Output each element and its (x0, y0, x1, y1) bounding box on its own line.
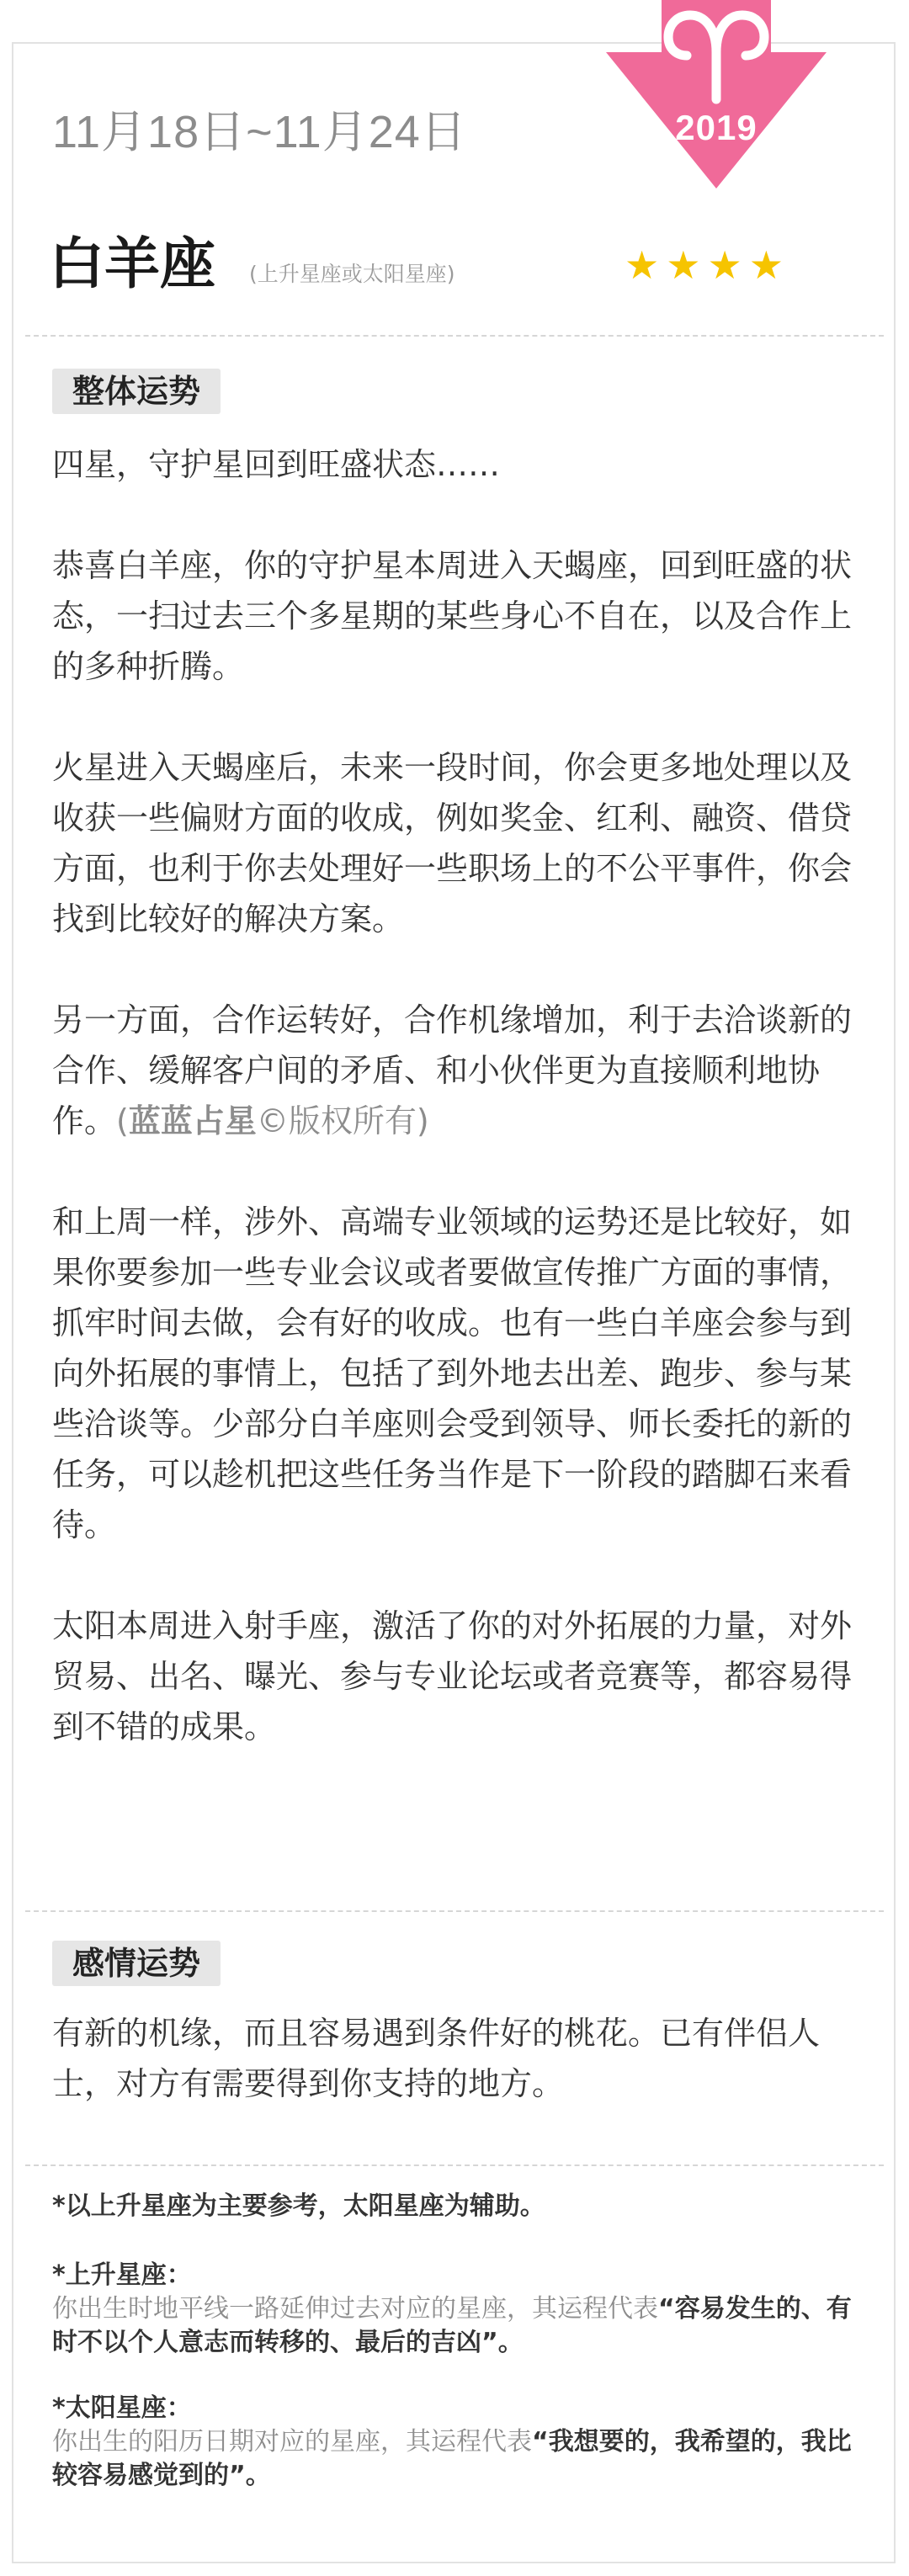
rising-quote: “容易发生的、有时不以个人意志而转移的、最后的吉凶”。 (52, 2294, 852, 2357)
love-tag: 感情运势 (52, 1941, 221, 1986)
overall-paragraph-6: 太阳本周进入射手座，激活了你的对外拓展的力量，对外贸易、出名、曝光、参与专业论坛或者竞赛等，都容易得到不错的成果。 (52, 1607, 853, 1745)
date-range: 11月18日~11月24日 (52, 107, 467, 157)
love-paragraph: 有新的机缘，而且容易遇到条件好的桃花。已有伴侣人士，对方有需要得到你支持的地方。 (52, 2015, 821, 2102)
credit-name: 蓝蓝占星 (128, 1102, 257, 1139)
sun-quote: “我想要的，我希望的，我比较容易感觉到的”。 (52, 2427, 852, 2490)
rising-desc-text: 你出生时地平线一路延伸过去对应的星座，其运程代表 (52, 2294, 658, 2324)
rising-term: *上升星座： (52, 2260, 192, 2290)
overall-paragraph-2: 恭喜白羊座，你的守护星本周进入天蝎座，回到旺盛的状态，一扫过去三个多星期的某些身心不自在，以及合作上的多种折腾。 (52, 547, 853, 685)
badge-shape (606, 0, 827, 189)
notes-section (52, 2188, 865, 2525)
overall-paragraph-4-text: 另一方面，合作运转好，合作机缘增加，利于去洽谈新的合作、缓解客户间的矛盾、和小伙伴更为直接顺利地协作。 (52, 1001, 853, 1139)
love-content (52, 2008, 865, 2109)
sun-term: *太阳星座： (52, 2393, 192, 2423)
overall-content (52, 439, 865, 1752)
overall-tag: 整体运势 (52, 369, 221, 414)
overall-paragraph-4 (52, 995, 865, 1146)
overall-paragraph-3: 火星进入天蝎座后，未来一段时间，你会更多地处理以及收获一些偏财方面的收成，例如奖金、红利、融资、借贷方面，也利于你去处理好一些职场上的不公平事件，你会找到比较好的解决方案。 (52, 749, 853, 937)
sun-desc-text: 你出生的阳历日期对应的星座，其运程代表 (52, 2427, 532, 2456)
overall-paragraph-5: 和上周一样，涉外、高端专业领域的运势还是比较好，如果你要参加一些专业会议或者要做宣传推广方面的事情，抓牢时间去做，会有好的收成。也有一些白羊座会参与到向外拓展的事情上，包括了到外地去出差、跑步、参与某些洽谈等。少部分白羊座则会受到领导、师长委托的新的任务，可以趁机把这些任务当作是下一阶段的踏脚石来看待。 (52, 1203, 853, 1543)
credit-rest: ©版权所有) (256, 1102, 429, 1139)
credit-open: ( (116, 1102, 129, 1139)
star-rating: ★★★★ (625, 242, 790, 288)
badge-year: 2019 (675, 108, 758, 147)
sun-desc (52, 2425, 865, 2493)
divider-top (25, 335, 884, 337)
overall-paragraph-1: 四星，守护星回到旺盛状态…… (52, 446, 501, 483)
divider-bottom (25, 2164, 884, 2166)
rising-desc (52, 2292, 865, 2360)
sign-name: 白羊座 (49, 231, 215, 296)
notes-lead: *以上升星座为主要参考，太阳星座为辅助。 (52, 2191, 545, 2221)
divider-middle (25, 1910, 884, 1912)
year-badge (606, 0, 827, 189)
sign-note: (上升星座或太阳星座) (249, 262, 455, 286)
